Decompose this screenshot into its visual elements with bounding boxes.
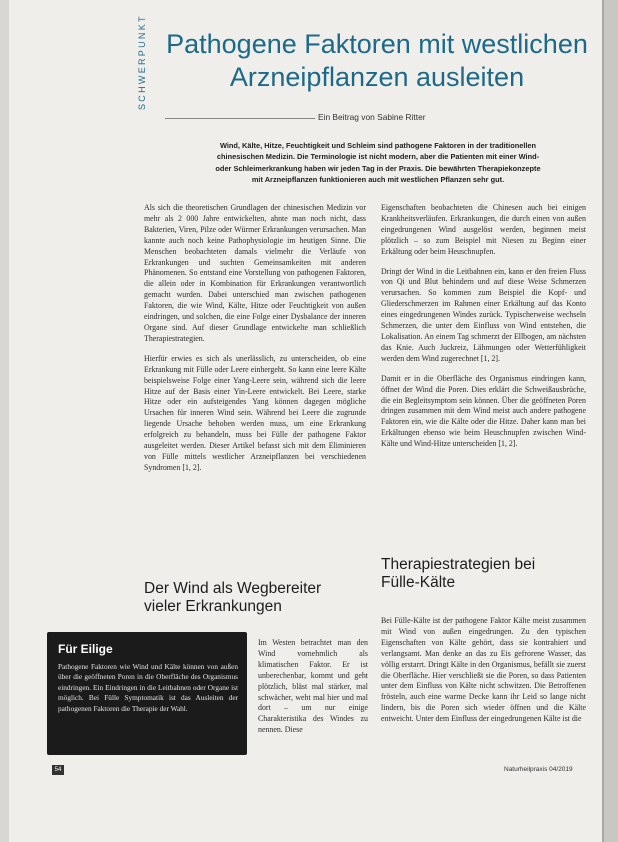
mid-column: Im Westen betrachtet man den Wind vornehmlich als klimatischen Faktor. Er ist unberechenbar, kommt und geht plötzlich, bläst mal stärker, mal schwächer, weht mal hier und mal dort – um nur einige Charakteristika des Windes zu nennen. Diese <box>258 638 368 735</box>
heading-therapy <box>381 556 591 592</box>
heading-line: vieler Erkrankungen <box>144 598 282 615</box>
left-column <box>144 203 366 483</box>
title-line-2: Arzneipflanzen ausleiten <box>229 62 525 92</box>
intro-line: Wind, Kälte, Hitze, Feuchtigkeit und Schleim sind pathogene Faktoren in der traditionellen <box>219 141 537 150</box>
right-column <box>381 203 586 459</box>
summary-box <box>47 632 247 755</box>
heading-line: Therapiestrategien bei <box>381 556 536 573</box>
body-paragraph: Damit er in die Oberfläche des Organismus eindringen kann, öffnet der Wind die Poren. Dies erklärt die Schweißausbrüche, die ein Begleitsymptom sein können. Über die geöffneten Poren dringen zusammen mit dem Wind meist auch andere pathogene Faktoren ein, wie die Kälte oder die Hitze. Daher kann man bei Erkältungen ebenso wie beim Heuschnupfen zwischen Wind-Kälte und Wind-Hitze unterscheiden [1, 2]. <box>381 373 586 449</box>
byline: Ein Beitrag von Sabine Ritter <box>318 112 426 122</box>
summary-text: Pathogene Faktoren wie Wind und Kälte können von außen über die geöffneten Poren in die Oberfläche des Organismus eindringen. Ein Eindringen in die Leitbahnen oder Organe ist möglich. Bei Fülle Symptomatik ist das Ausleiten der pathogenen Faktoren die Therapie der Wahl. <box>58 662 238 713</box>
body-paragraph: Hierfür erwies es sich als unerlässlich, zu unterscheiden, ob eine Erkrankung mit Fülle oder Leere einhergeht. So kann eine leere Kälte beispielsweise Folge einer Yang-Leere sein, während sich die leere Hitze auf der Basis einer Yin-Leere entwickelt. Bei Leere, starke Hitze oder ein aufsteigendes Yang können dagegen mögliche Ursachen für inneren Wind sein. Während bei Leere die zugrunde liegende Ursache behoben werden muss, um eine Erkrankung erfolgreich zu behandeln, muss bei Fülle der pathogene Faktor ausgeleitet werden. Dieser Artikel befasst sich mit dem Eliminieren von Fülle mittels westlicher Arzneipflanzen bei verschiedenen Syndromen [1, 2]. <box>144 353 366 472</box>
heading-line: Der Wind als Wegbereiter <box>144 580 322 597</box>
intro-line: chinesischen Medizin. Die Terminologie ist nicht modern, aber die Patienten mit einer Wind- <box>216 152 540 162</box>
heading-line: Fülle-Kälte <box>381 574 456 591</box>
body-paragraph: Dringt der Wind in die Leitbahnen ein, kann er den freien Fluss von Qi und Blut behindern und auf diese Weise Schmerzen verursachen. So kommen zum Beispiel die Kopf- und Gliederschmerzen im Rahmen einer Erkältung auf das Konto eines eingedrungenen Windes zurück. Typischerweise wechseln Schmerzen, die unter dem Einfluss von Wind entstehen, die Lokalisation. An einem Tag schmerzt der Ellbogen, am nächsten das Knie. Auch Juckreiz, Lähmungen oder Wetterfühligkeit werden dem Wind zugerechnet [1, 2]. <box>381 266 586 363</box>
intro-lead <box>168 140 588 185</box>
byline-rule <box>165 118 315 119</box>
heading-wind <box>144 580 374 616</box>
summary-title: Für Eilige <box>58 642 113 656</box>
body-paragraph: Als sich die theoretischen Grundlagen der chinesischen Medizin vor mehr als 2 000 Jahre entwickelten, ahnte man noch nicht, dass Bakterien, Viren, Pilze oder Würmer Erkrankungen verursachen. Man kannte auch noch keine Pathophysiologie im heutigen Sinne. Die Menschen beobachteten damals vielmehr die Verläufe von Erkrankungen und suchten Gemeinsamkeiten mit anderen Phänomenen. So entstand eine Vorstellung von pathogenen Faktoren, die allein oder in Kombination für Erkrankungen verantwortlich gemacht wurden. Dabei unterschied man zwischen pathogenen Faktoren, die wie Wind, Kälte, Hitze oder Feuchtigkeit von außen eindringen, und solchen, die eine Folge einer Dysbalance der inneren Organe sind. Auf dieser Grundlage entwickelte man schließlich Therapiestrategien. <box>144 203 366 343</box>
right-column-lower: Bei Fülle-Kälte ist der pathogene Faktor Kälte meist zusammen mit Wind von außen eingedrungen. Zu den typischen Eigenschaften von Kälte gehört, dass sie kontrahiert und verlangsamt. Man denke an das zu Eis gefrorene Wasser, das völlig erstarrt. Dringt Kälte in den Organismus, befällt sie zuerst die Oberfläche. Hier verschließt sie die Poren, so dass Patienten unter dem Einfluss von Kälte nicht schwitzen. Die Betroffenen frösteln, auch eine warme Decke kann ihr Leid so lange nicht lindern, bis die Poren sich wieder öffnen und die Kälte entweicht. Unter dem Einfluss der eingedrungenen Kälte ist die <box>381 616 586 724</box>
page-edge-left <box>0 0 9 842</box>
body-paragraph: Eigenschaften beobachteten die Chinesen auch bei einigen Krankheitsverläufen. Erkrankungen, die durch einen von außen eingedrungenen Wind ausgelöst werden, beginnen meist plötzlich – so zum Beispiel mit Niesen zu Beginn einer Erkältung oder beim Heuschnupfen. <box>381 203 586 256</box>
page-edge-right <box>604 0 618 842</box>
page-number: 54 <box>52 765 64 775</box>
journal-footer: Naturheilpraxis 04/2019 <box>504 766 573 773</box>
intro-line: mit Arzneipflanzen funktionieren auch mit westlichen Pflanzen sehr gut. <box>251 174 505 184</box>
title-line-1: Pathogene Faktoren mit westlichen <box>166 29 588 59</box>
article-title <box>140 28 614 94</box>
intro-line: oder Schleimerkrankung haben wir jeden Tag in der Praxis. Die bewährten Therapiekonzepte <box>215 163 541 173</box>
section-kicker: SCHWERPUNKT <box>137 14 147 110</box>
